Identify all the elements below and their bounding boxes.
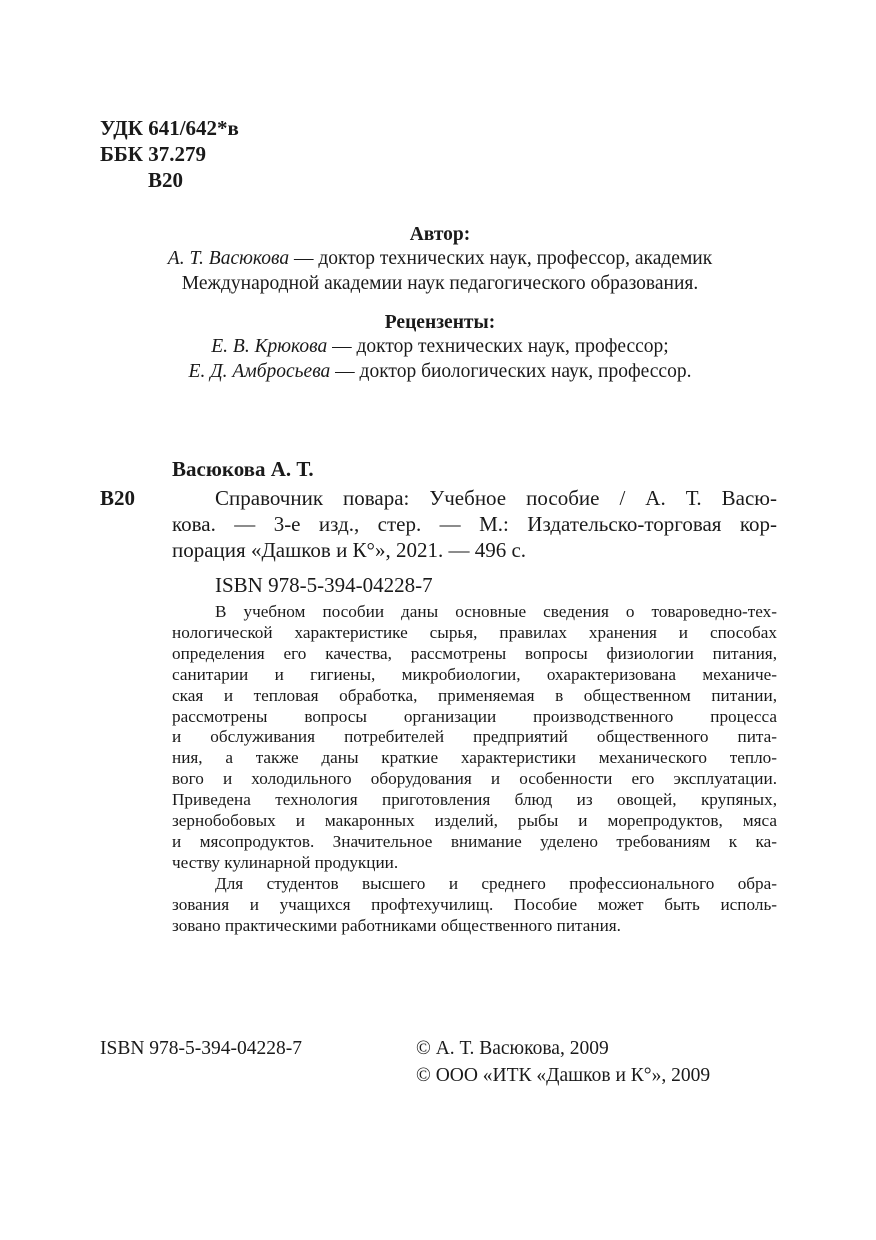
author-desc: — доктор технических наук, профессор, академик: [289, 248, 713, 269]
abstract-line: и обслуживания потребителей предприятий общественного пита-: [172, 727, 777, 747]
reviewer-desc: — доктор биологических наук, профессор.: [330, 361, 692, 382]
entry-line: порация «Дашков и К°», 2021. — 496 с.: [172, 538, 527, 562]
reviewer-2: [100, 361, 780, 383]
abstract-line: рассмотрены вопросы организации производственного процесса: [172, 706, 777, 726]
abstract-line: ния, а также даны краткие характеристики механического тепло-: [172, 748, 777, 768]
entry-isbn: ISBN 978-5-394-04228-7: [215, 573, 433, 597]
reviewer-name: Е. В. Крюкова: [211, 336, 328, 357]
entry-line: кова. — 3-е изд., стер. — М.: Издательско-торговая кор-: [172, 512, 777, 536]
author-mark: В20: [148, 168, 184, 192]
entry-line: Справочник повара: Учебное пособие / А. Т. Васю-: [215, 486, 777, 510]
copyright-author: © А. Т. Васюкова, 2009: [416, 1038, 609, 1059]
abstract-line: определения его качества, рассмотрены вопросы физиологии питания,: [172, 643, 777, 663]
author-heading: Автор:: [409, 224, 471, 245]
reviewers-heading: Рецензенты:: [384, 312, 496, 333]
abstract-line: санитарии и гигиены, микробиологии, охарактеризована механиче-: [172, 664, 777, 684]
author-name: А. Т. Васюкова: [167, 248, 290, 269]
copyright-publisher: © ООО «ИТК «Дашков и К°», 2009: [416, 1065, 711, 1086]
author-line-2: Международной академии наук педагогического образования.: [181, 273, 699, 294]
abstract-line: Приведена технология приготовления блюд из овощей, крупяных,: [172, 790, 777, 810]
abstract-line: зования и учащихся профтехучилищ. Пособие может быть исполь-: [172, 894, 777, 914]
entry-author: Васюкова А. Т.: [172, 457, 314, 481]
udk-code: УДК 641/642*в: [100, 116, 239, 140]
entry-code: В20: [100, 486, 136, 510]
abstract-line: зовано практическими работниками общественного питания.: [172, 915, 621, 935]
footer-isbn: ISBN 978-5-394-04228-7: [100, 1038, 303, 1059]
abstract-line: Для студентов высшего и среднего профессионального обра-: [215, 873, 777, 893]
abstract-line: и мясопродуктов. Значительное внимание уделено требованиям к ка-: [172, 831, 777, 851]
bbk-code: ББК 37.279: [100, 142, 206, 166]
reviewer-name: Е. Д. Амбросьева: [188, 361, 331, 382]
reviewer-desc: — доктор технических наук, профессор;: [327, 336, 669, 357]
reviewer-1: [100, 336, 780, 358]
author-line-1: [100, 248, 780, 270]
abstract-line: ская и тепловая обработка, применяемая в общественном питании,: [172, 685, 777, 705]
abstract-line: нологической характеристике сырья, правилах хранения и способах: [172, 622, 777, 642]
abstract-line: зернобобовых и макаронных изделий, рыбы и морепродуктов, мяса: [172, 811, 777, 830]
abstract-line: вого и холодильного оборудования и особенности его эксплуатации.: [172, 769, 777, 789]
abstract-line: честву кулинарной продукции.: [172, 852, 399, 872]
abstract-line: В учебном пособии даны основные сведения о товароведно-тех-: [215, 602, 777, 621]
